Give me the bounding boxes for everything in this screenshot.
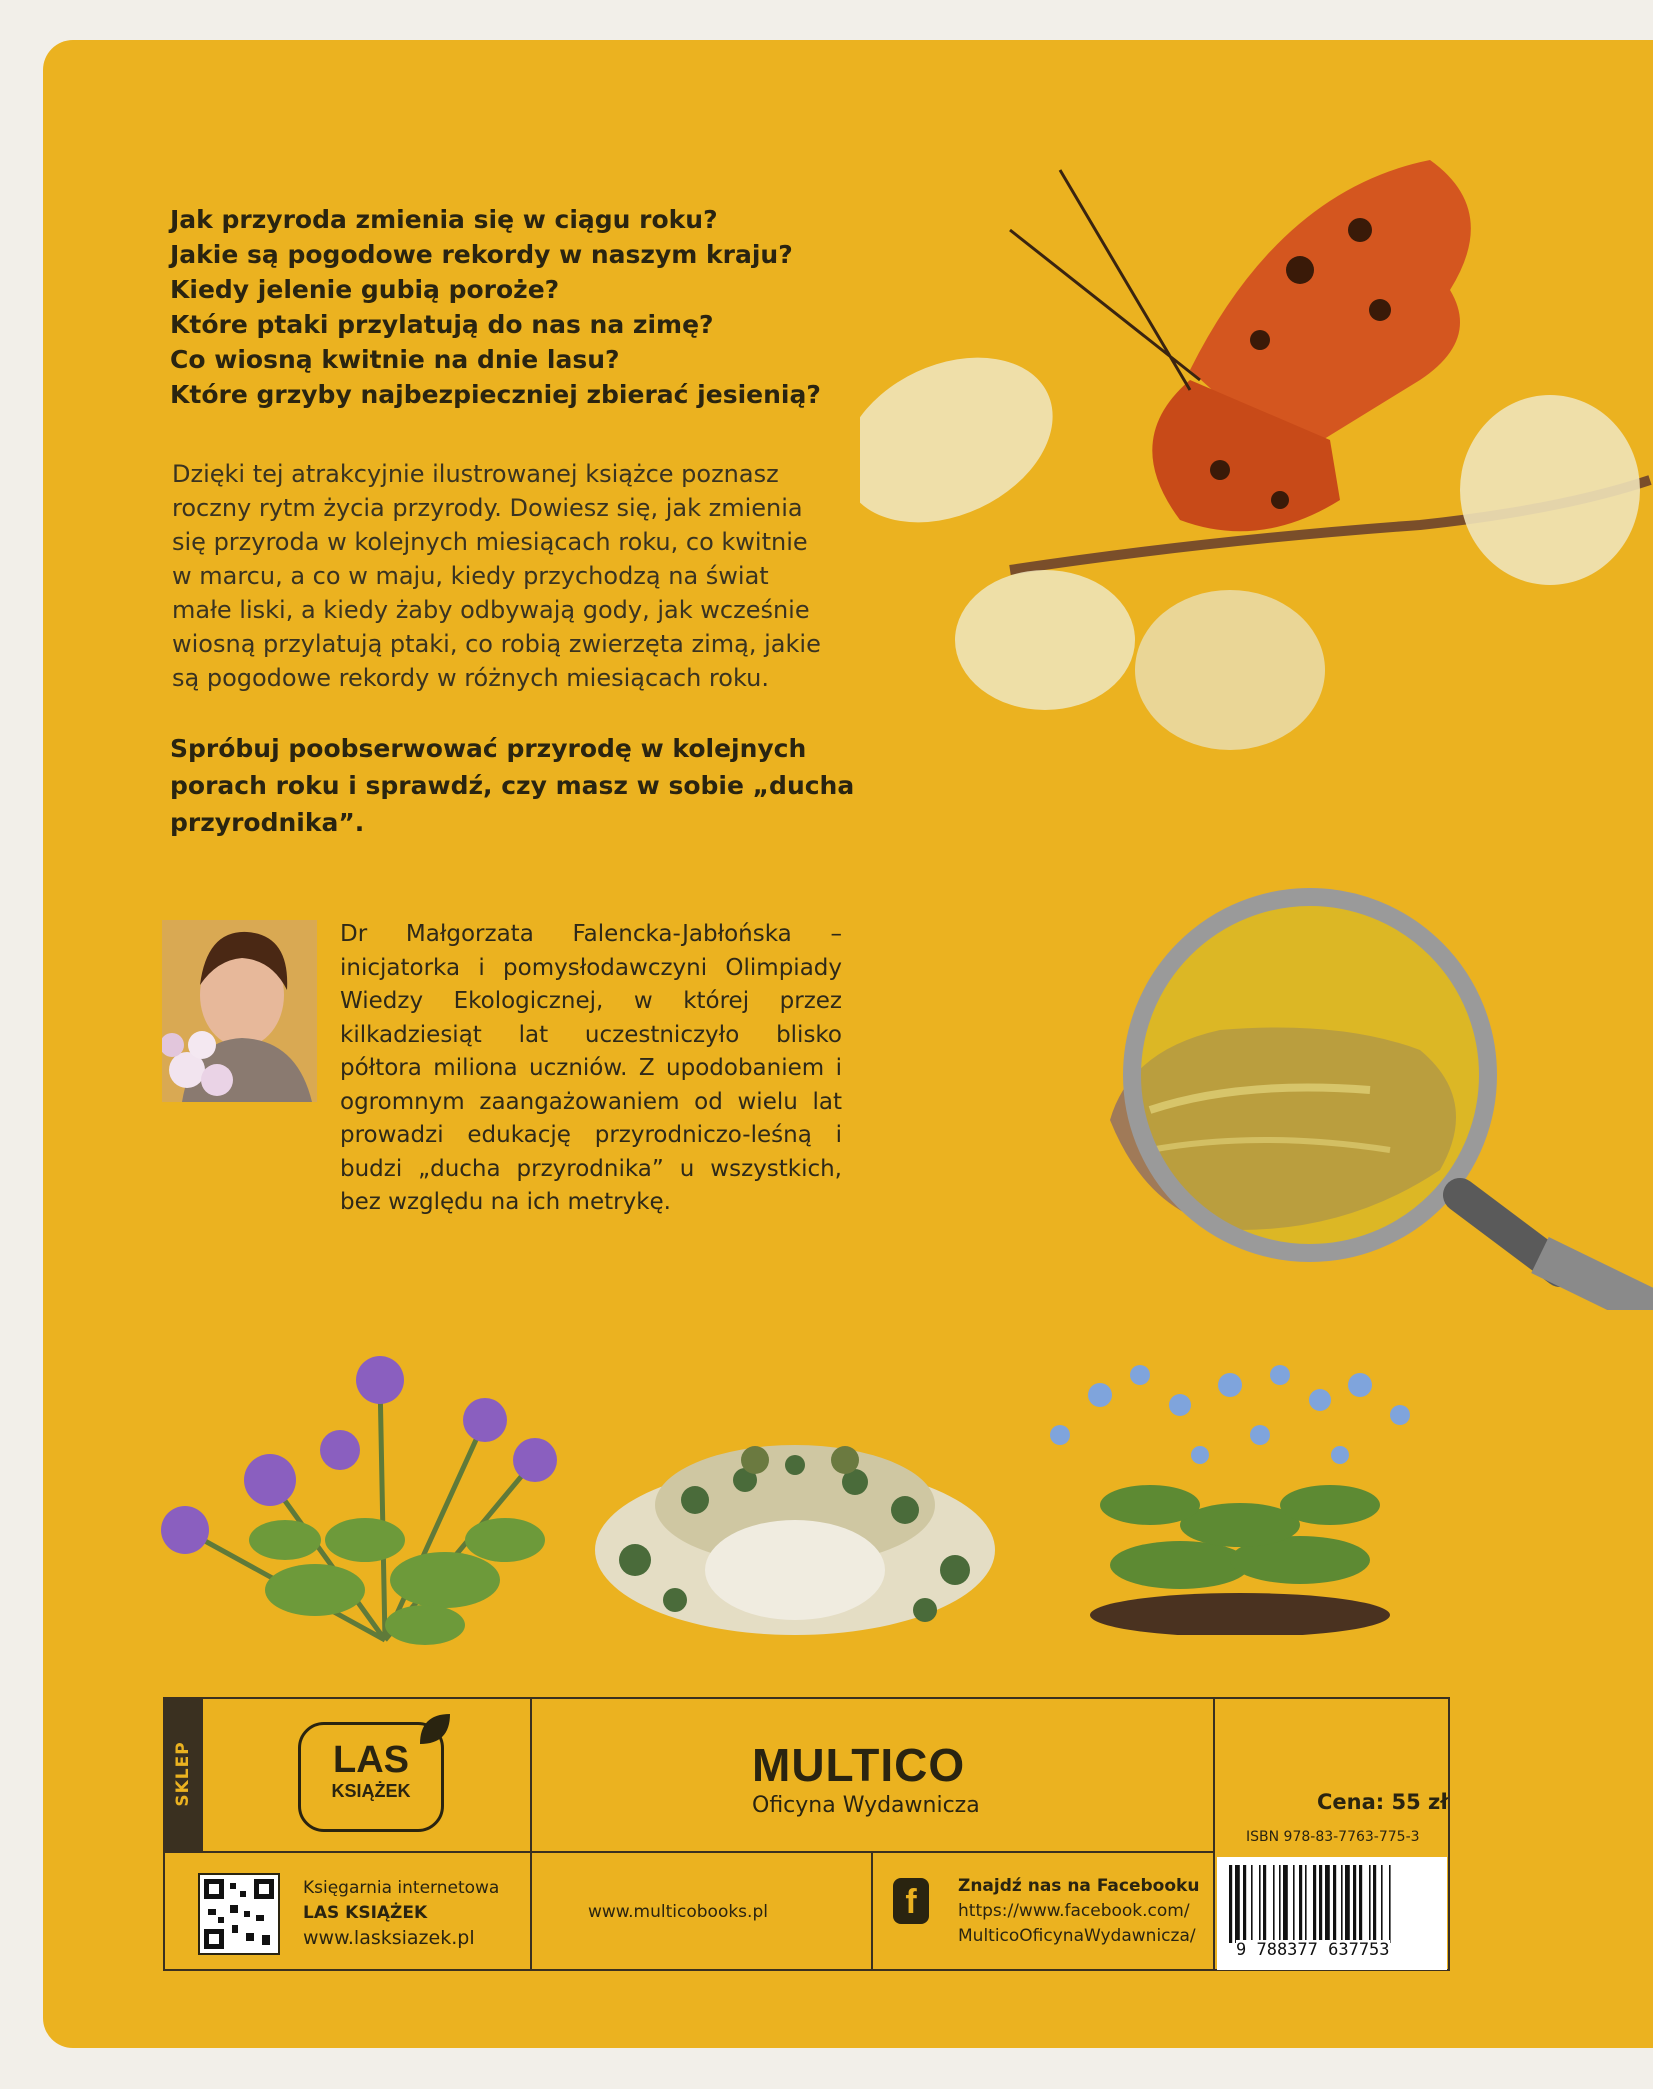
qr-code — [198, 1873, 280, 1955]
question-item: Co wiosną kwitnie na dnie lasu? — [170, 345, 620, 374]
book-description: Dzięki tej atrakcyjnie ilustrowanej książce poznasz roczny rytm życia przyrody. Dowiesz się, jak zmienia się przyroda w kolejnych miesiącach roku, co kwitnie w marcu, a co w maju, kiedy przychodzą na świat małe liski, a kiedy żaby odbywają gody, jak wcześnie wiosną przylatują ptaki, co robią zwierzęta zimą, jakie są pogodowe rekordy w różnych miesiącach roku. — [172, 460, 821, 692]
facebook-title: Znajdź nas na Facebooku — [958, 1876, 1200, 1896]
panel-divider — [530, 1697, 532, 1971]
question-item: Które grzyby najbezpieczniej zbierać jesienią? — [170, 380, 821, 409]
publisher-url-link[interactable]: www.multicobooks.pl — [588, 1902, 768, 1922]
facebook-icon: f — [893, 1878, 929, 1924]
violets-illustration — [115, 1340, 595, 1650]
author-portrait-image — [162, 920, 317, 1102]
price-label: Cena: 55 zł — [1317, 1790, 1449, 1814]
sklep-label: SKLEP — [173, 1741, 193, 1807]
forget-me-not-illustration — [1000, 1345, 1480, 1635]
question-item: Kiedy jelenie gubią poroże? — [170, 275, 560, 304]
panel-divider — [871, 1851, 873, 1971]
facebook-url-line2[interactable]: MulticoOficynaWydawnicza/ — [958, 1926, 1196, 1946]
question-item: Które ptaki przylatują do nas na zimę? — [170, 310, 714, 339]
butterfly-on-catkins-illustration — [860, 140, 1653, 780]
panel-divider — [1213, 1697, 1215, 1971]
butterfly — [1010, 160, 1471, 531]
toad-illustration — [575, 1420, 1035, 1640]
bookstore-info — [303, 1876, 499, 1951]
barcode-digits: 9 788377 637753 — [1236, 1940, 1390, 1960]
magnifying-glass-illustration — [1090, 850, 1653, 1310]
question-list — [170, 202, 870, 412]
question-item: Jakie są pogodowe rekordy w naszym kraju? — [170, 240, 793, 269]
logo-text-line1: LAS — [333, 1739, 409, 1781]
publisher-subtitle: Oficyna Wydawnicza — [752, 1793, 980, 1818]
bookstore-url-link[interactable]: www.lasksiazek.pl — [303, 1927, 475, 1949]
panel-divider — [163, 1851, 1213, 1853]
question-item: Jak przyroda zmienia się w ciągu roku? — [170, 205, 718, 234]
multico-logo: MULTICO — [752, 1739, 966, 1791]
author-photo — [162, 920, 317, 1102]
magnifier-handle-end — [1540, 1255, 1653, 1310]
isbn-label: ISBN 978-83-7763-775-3 — [1246, 1829, 1420, 1845]
bookstore-line2: LAS KSIĄŻEK — [303, 1903, 428, 1923]
bookstore-line1: Księgarnia internetowa — [303, 1878, 500, 1898]
logo-text-line2: KSIĄŻEK — [331, 1781, 411, 1801]
facebook-url-line1[interactable]: https://www.facebook.com/ — [958, 1901, 1190, 1921]
author-bio: Dr Małgorzata Falencka-Jabłońska – inicjatorka i pomysłodawczyni Olimpiady Wiedzy Ekologicznej, w której przez kilkadziesiąt lat uczestniczyło blisko półtora miliona uczniów. Z upodobaniem i ogromnym zaangażowaniem od wielu lat prowadzi edukację przyrodniczo-leśną i budzi „ducha przyrodnika” u wszystkich, bez względu na ich metrykę. — [340, 921, 842, 1215]
leaf-icon — [418, 1712, 452, 1746]
qr-code-icon — [200, 1875, 278, 1953]
facebook-info — [958, 1874, 1199, 1949]
call-to-action: Spróbuj poobserwować przyrodę w kolejnych porach roku i sprawdź, czy masz w sobie „ducha przyrodnika”. — [170, 734, 855, 837]
sklep-tag — [163, 1697, 203, 1851]
